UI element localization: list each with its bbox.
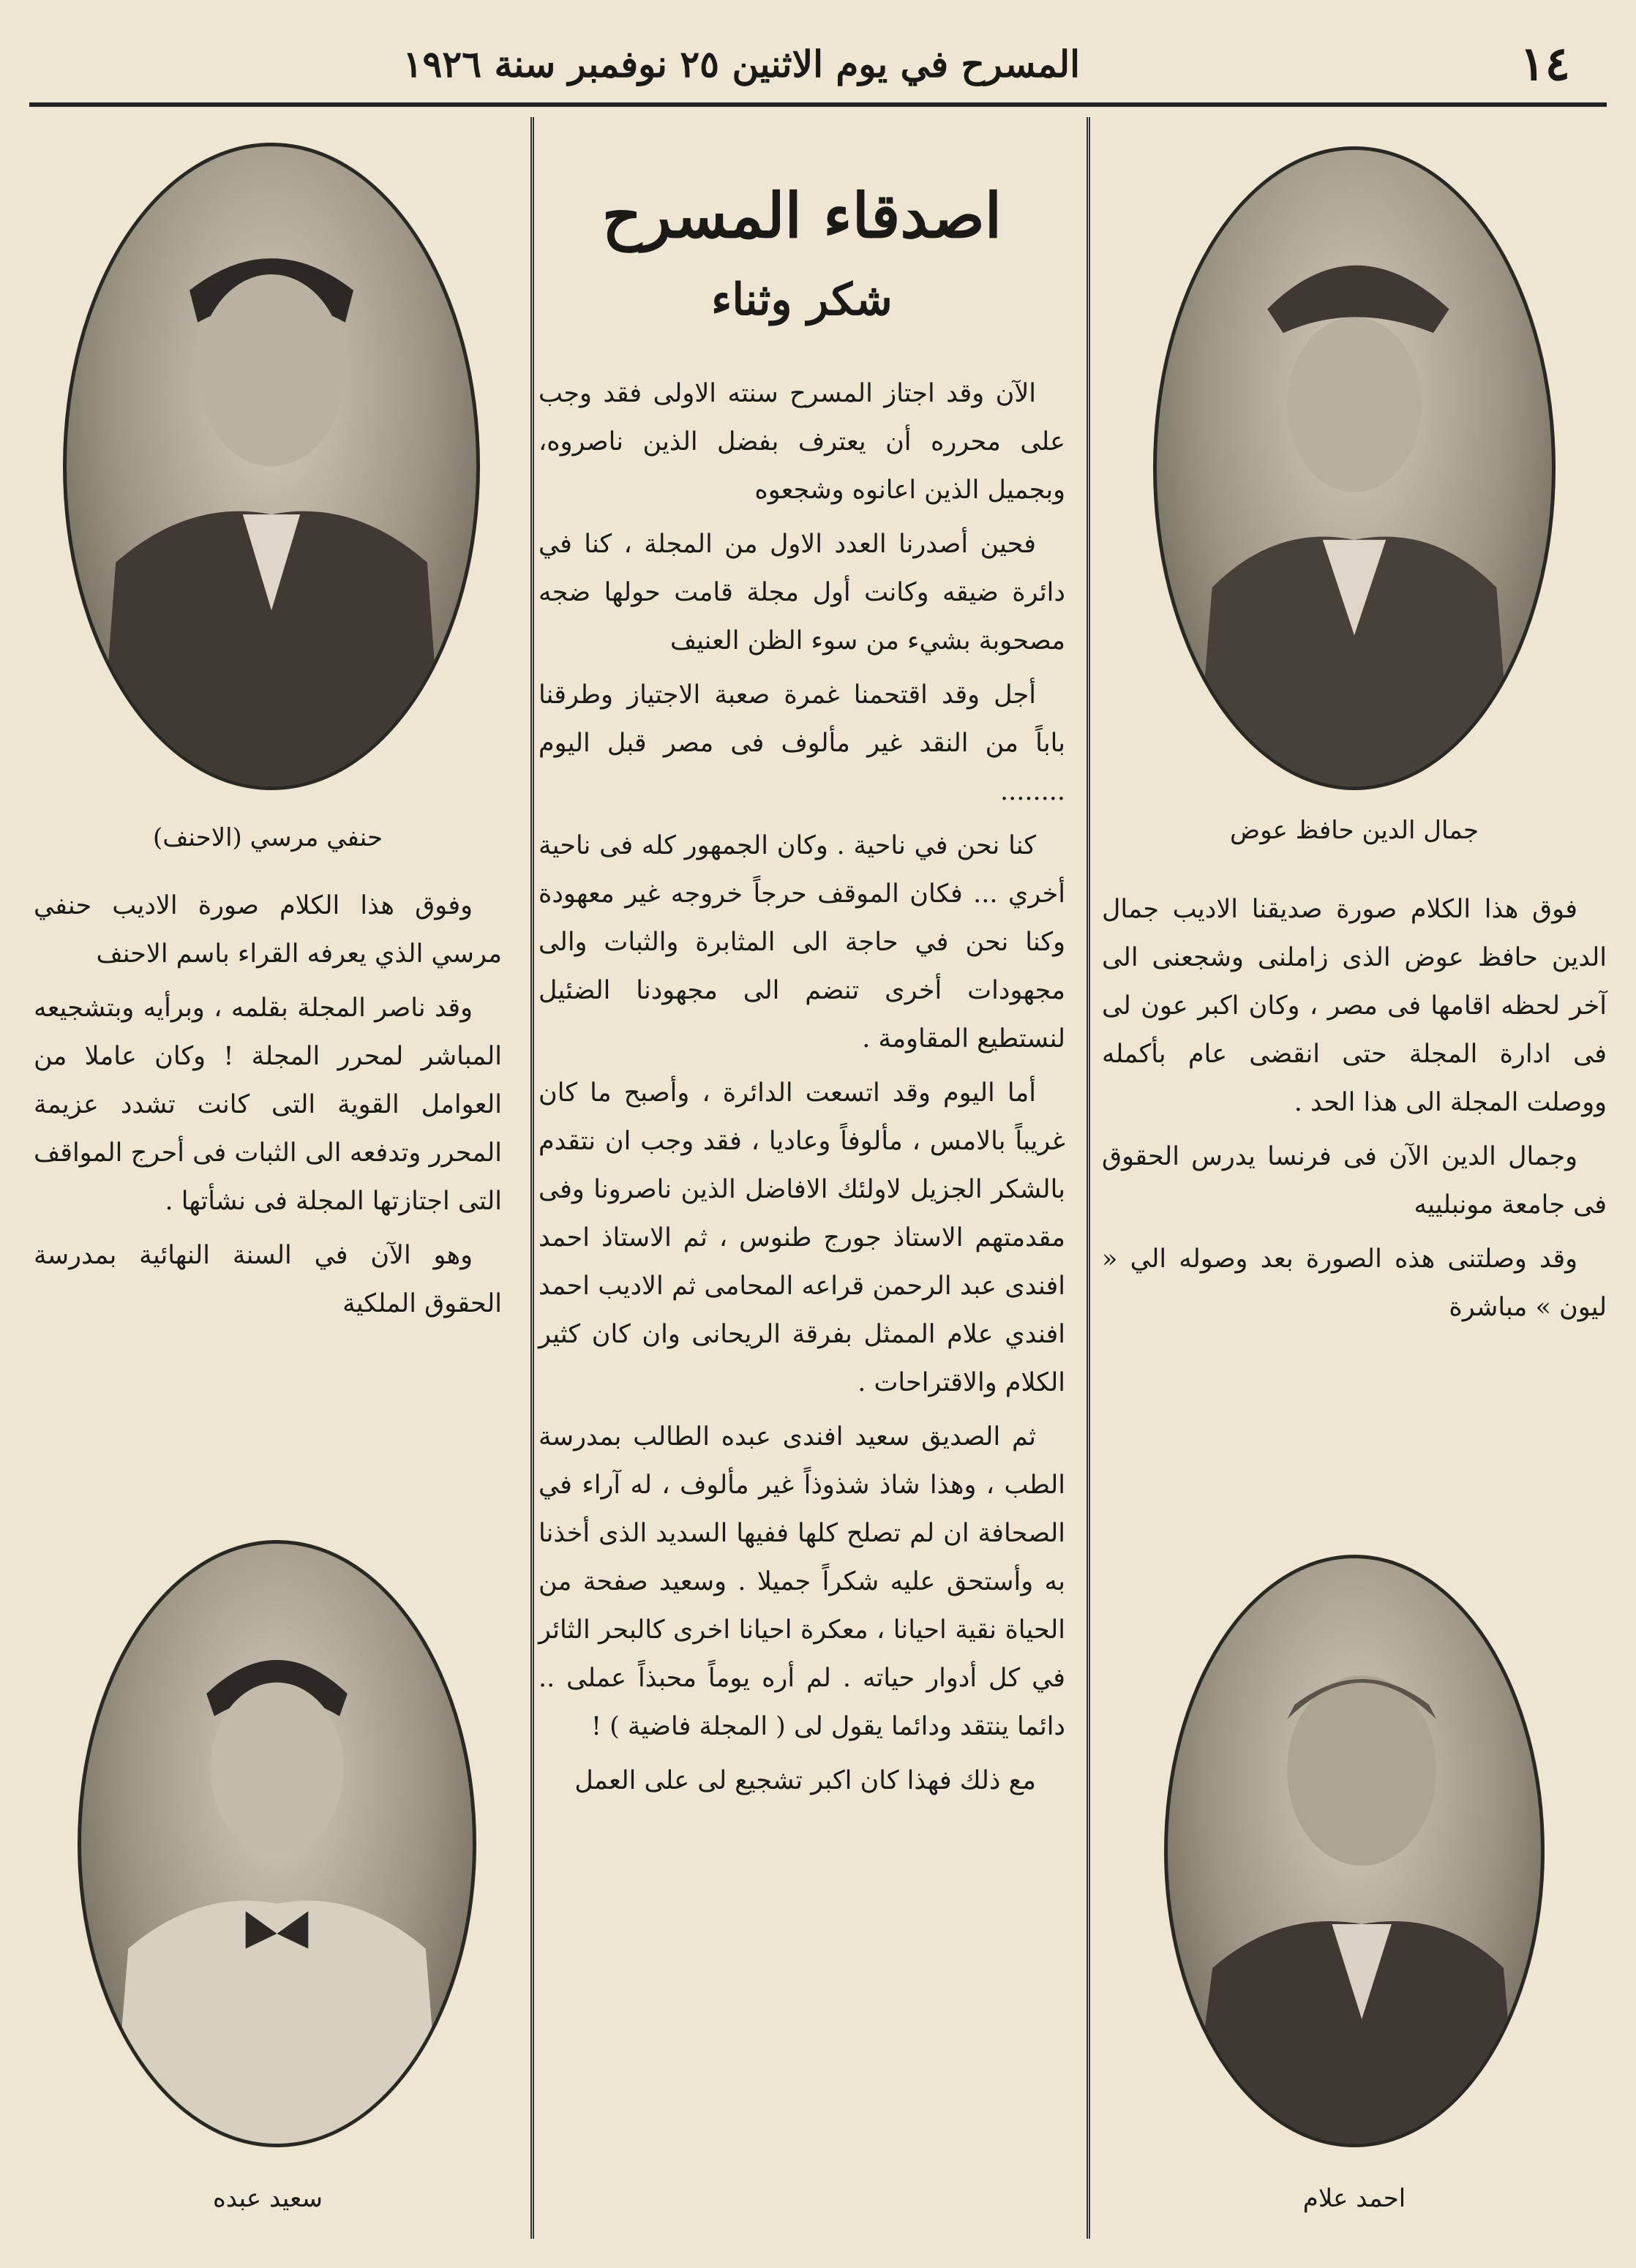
paragraph: كنا نحن في ناحية . وكان الجمهور كله فى ناحية أخري ... فكان الموقف حرجاً خروجه غير معهودة وكنا نحن في حاجة الى المثابرة والثبات والى مجهودات أخرى تنضم الى مجهودنا الضئيل لنستطيع المقاومة . [539,831,1065,1054]
header-title: المسرح في يوم الاثنين ٢٥ نوفمبر سنة ١٩٢٦ [402,42,1080,86]
portrait-said-abdou [78,1540,476,2147]
center-column [539,117,1065,2239]
portrait-ahmed-allam [1164,1555,1545,2147]
paragraph: أجل وقد اقتحمنا غمرة صعبة الاجتياز وطرقنا باباً من النقد غير مألوف فى مصر قبل اليوم ........ [539,680,1065,806]
portrait-gamal-eldin [1153,146,1556,790]
column-divider-right [1087,117,1090,2239]
center-article-body [539,369,1065,1811]
paragraph: الآن وقد اجتاز المسرح سنته الاولى فقد وجب على محرره أن يعترف بفضل الذين ناصروه، وبجميل الذين اعانوه وشجعوه [539,379,1065,505]
paragraph: وجمال الدين الآن فى فرنسا يدرس الحقوق فى جامعة مونبلييه [1102,1142,1607,1220]
paragraph: وفوق هذا الكلام صورة الاديب حنفي مرسي الذي يعرفه القراء باسم الاحنف [34,891,502,969]
article-title: اصدقاء المسرح [601,179,1002,252]
right-column [1102,117,1607,2239]
portrait-image [81,1544,473,2144]
portrait-image [1168,1558,1541,2144]
caption-said-abdou: سعيد عبده [212,2184,323,2213]
caption-ahmed-allam: احمد علام [1302,2184,1406,2213]
caption-hanafi-morsi: حنفي مرسي (الاحنف) [152,823,383,852]
left-column [34,117,502,2239]
portrait-hanafi-morsi [63,143,480,790]
paragraph: مع ذلك فهذا كان اكبر تشجيع لى على العمل [574,1766,1036,1795]
page-number: ١٤ [1520,37,1570,91]
page-header [29,29,1607,102]
paragraph: فوق هذا الكلام صورة صديقنا الاديب جمال الدين حافظ عوض الذى زاملنى وشجعنى الى آخر لحظه اقامها فى مصر ، وكان اكبر عون لى فى ادارة المجلة حتى انقضى عام بأكمله ووصلت المجلة الى هذا الحد . [1102,895,1607,1117]
column-divider-left [530,117,534,2239]
paragraph: فحين أصدرنا العدد الاول من المجلة ، كنا في دائرة ضيقه وكانت أول مجلة قامت حولها ضجه مصحوبة بشيء من سوء الظن العنيف [539,530,1065,656]
paragraph: وقد ناصر المجلة بقلمه ، وبرأيه وبتشجيعه المباشر لمحرر المجلة ! وكان عاملا من العوامل القوية التى كانت تشدد عزيمة المحرر وتدفعه الى الثبات فى أحرج المواقف التى اجتازتها المجلة فى نشأتها . [34,994,502,1216]
caption-gamal-eldin: جمال الدين حافظ عوض [1229,816,1479,845]
right-article-body [1102,885,1607,1337]
portrait-image [1157,150,1552,786]
paragraph: وهو الآن في السنة النهائية بمدرسة الحقوق الملكية [34,1241,502,1318]
paragraph: ثم الصديق سعيد افندى عبده الطالب بمدرسة الطب ، وهذا شاذ شذوذاً غير مألوف ، له آراء في الصحافة ان لم تصلح كلها ففيها السديد الذى أخذنا به وأستحق عليه شكراً جميلا . وسعيد صفحة من الحياة نقية احيانا ، معكرة احيانا اخرى كالبحر الثائر في كل أدوار حياته . لم أره يوماً محبذاً عملى .. دائما ينتقد ودائما يقول لى ( المجلة فاضية ) ! [539,1422,1065,1741]
portrait-image [67,146,476,786]
paragraph: أما اليوم وقد اتسعت الدائرة ، وأصبح ما كان غريباً بالامس ، مألوفاً وعاديا ، فقد وجب ان نتقدم بالشكر الجزيل لاولئك الافاضل الذين ناصرونا وفى مقدمتهم الاستاذ جورج طنوس ، ثم الاستاذ احمد افندى عبد الرحمن قراعه المحامى ثم الاديب احمد افندي علام الممثل بفرقة الريحانى وان كان كثير الكلام والاقتراحات . [539,1078,1065,1397]
article-subtitle: شكر وثناء [711,274,893,326]
header-rule [29,102,1607,107]
left-article-body [34,882,502,1334]
paragraph: وقد وصلتنى هذه الصورة بعد وصوله الي « ليون » مباشرة [1102,1244,1607,1322]
